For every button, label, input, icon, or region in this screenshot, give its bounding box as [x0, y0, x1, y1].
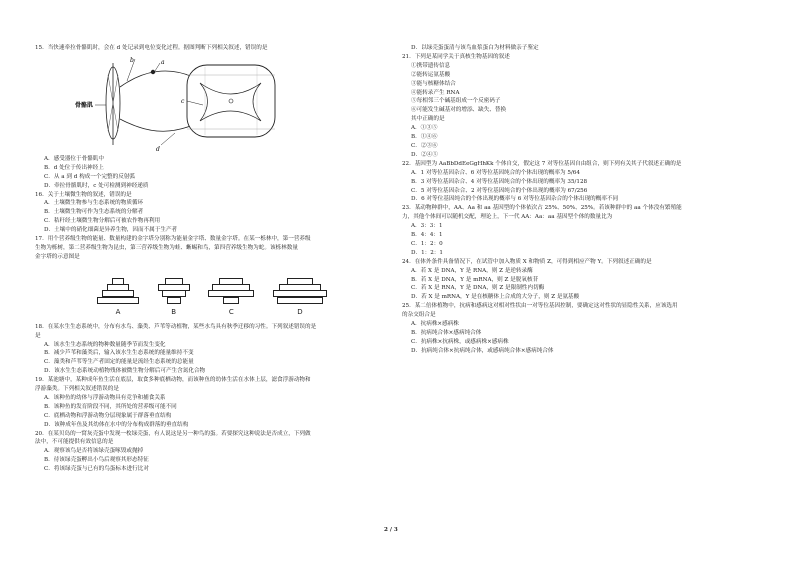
- option: A．感受器位于骨骼肌中: [44, 155, 104, 162]
- option: C．②③⑥: [411, 142, 438, 149]
- label-c: c: [181, 97, 185, 105]
- question-25: [402, 302, 767, 355]
- option: D．②④⑤: [411, 151, 438, 158]
- question-prompt: 其中正确的是: [411, 116, 445, 123]
- pyramid-a: [97, 268, 139, 317]
- option: B．d 处位于传出神经上: [44, 164, 104, 171]
- question-stem: 18．在某水生生态系统中，分布有水鸟、藻类、芦苇等动植物，某些水鸟具有秋季迁移的习性。下列叙述错误的是: [35, 323, 317, 330]
- muscle-label: 骨骼肌: [75, 101, 94, 109]
- question-18: [35, 323, 390, 376]
- option: B．若 X 是 DNA，Y 是 mRNA，则 Z 是脱氧核苷: [411, 276, 539, 283]
- pyramid-c: [208, 268, 254, 317]
- option: B．①④⑥: [411, 134, 438, 141]
- option: D．土壤中的硝化细菌是异养生物，因而不属于生产者: [44, 227, 178, 234]
- statement-item: ⑤每相邻三个碱基组成一个反密码子: [411, 98, 501, 105]
- reflex-arc-figure: [35, 55, 390, 153]
- question-stem: 力，其他个体间可以随机交配，理论上，下一代 AA：Aa：aa 基因型个体的数量比为: [402, 214, 613, 221]
- pyramid-label: B: [171, 307, 177, 316]
- statement-item: ④能转录产生 RNA: [411, 89, 460, 96]
- statement-item: ③能与核糖体结合: [411, 80, 456, 87]
- label-d: d: [156, 145, 160, 153]
- question-20: [35, 430, 390, 475]
- option: C．若 X 是 RNA，Y 是 DNA，则 Z 是限制性内切酶: [411, 285, 545, 292]
- spinal-cord-diagram: [75, 55, 305, 153]
- option: B．减少芦苇和藻类后，输入该水生生态系统的能量维持不变: [44, 350, 194, 357]
- pyramid-figures: [97, 268, 327, 317]
- pyramid-d: [273, 268, 327, 317]
- label-b: b: [130, 56, 134, 64]
- question-stem: 15．当快速牵拉骨骼肌时，会在 d 处记录到电位变化过程。据图判断下列相关叙述，错误的是: [35, 45, 268, 51]
- statement-item: ⑥可能发生碱基对的增添、缺失、替换: [411, 107, 507, 114]
- page-number: 2 / 3: [384, 527, 398, 533]
- option: B．4：4：1: [411, 232, 443, 239]
- pyramid-label: A: [115, 307, 121, 316]
- pyramid-b: [158, 268, 190, 317]
- option: D．若 X 是 mRNA，Y 是在核糖体上合成的大分子，则 Z 是氨基酸: [411, 294, 580, 301]
- option: D．该种成年鱼及其幼体在水中的分布构成群落的垂直结构: [44, 421, 189, 428]
- option: A．该种鱼的幼体与浮游动物具有竞争和捕食关系: [44, 394, 166, 401]
- question-stem: 20．在某贝岛的一窝灰壳蛋中发现一枚绿壳蛋，有人说这是另一种鸟的蛋。若要探究这种说法是否成立，下列做: [35, 430, 311, 437]
- question-stem: 19．某池塘中，某种成年鱼生活在底层，取食多种底栖动物，而该种鱼的幼体生活在水体上层，滤食浮游动物和: [35, 377, 311, 384]
- option: A．该水生生态系统的物种数量随季节而发生变化: [44, 341, 166, 348]
- option: C．从 a 到 d 构成一个完整的反射弧: [44, 173, 136, 180]
- question-stem: 22．基因型为 AaBbDdEeGgHhKk 个体自交，假定这 7 对等位基因自由组合，则下列有关其子代叙述正确的是: [402, 160, 682, 167]
- question-stem: 法中，不可能提供有效信息的是: [35, 439, 114, 446]
- option: A．①③⑤: [411, 125, 438, 132]
- option: D．抗病纯合体×抗病纯合体，或感病纯合体×感病纯合体: [411, 347, 554, 354]
- right-column: [402, 44, 767, 356]
- option: C．5 对等位基因杂合、2 对等位基因纯合的个体出现的概率为 67/256: [411, 187, 588, 194]
- option: C．底栖动物和浮游动物分层现象属于群落垂直结构: [44, 412, 172, 419]
- left-column: [35, 44, 390, 474]
- option: A．若 X 是 DNA，Y 是 RNA，则 Z 是逆转录酶: [411, 267, 533, 274]
- question-19: [35, 376, 390, 429]
- question-stem: 金字塔的示意图是: [35, 253, 80, 260]
- question-23: [402, 204, 767, 257]
- question-stem: 的杂交组合是: [402, 312, 436, 319]
- question-stem: 17．用个营养级生物的能量、数量构建的金字塔分别称为能量金字塔、数量金字塔。在某一栎林中，第一营养级: [35, 236, 311, 243]
- option: C．将该绿壳蛋与已有的鸟蛋标本进行比对: [44, 466, 149, 473]
- option: B．土壤微生物可作为生态系统的分解者: [44, 209, 144, 216]
- pyramid-label: D: [297, 307, 303, 316]
- option: D．6 对等位基因纯合的个体出现的概率与 6 对等位基因杂合的个体出现的概率不同: [411, 196, 619, 203]
- question-stem: 是: [35, 332, 41, 339]
- option: C．1：2：0: [411, 240, 443, 247]
- question-20-continued: [402, 44, 767, 53]
- question-21: [402, 53, 767, 160]
- question-16: [35, 191, 390, 236]
- option: D．1：2：1: [411, 249, 443, 256]
- question-stem: 25．某二倍体植物中，抗病和感病这对相对性状由一对等位基因控制，要确定这对性状的显隐性关系，应该选用: [402, 303, 678, 310]
- ganglion-dot: [151, 70, 155, 74]
- option: B．该种鱼的发育阶段不同，其所处的营养级可能不同: [44, 403, 177, 410]
- option: D．以绿壳蛋蛋清与该鸟血浆蛋白为材料做亲子鉴定: [411, 45, 539, 51]
- question-15: [35, 44, 390, 191]
- question-stem: 23．某动物种群中，AA、Aa 和 aa 基因型的个体依次占 25%、50%、25%。若该种群中的 aa 个体没有繁殖能: [402, 205, 682, 212]
- option: D．牵拉骨骼肌时，c 处可检测到神经递质: [44, 182, 149, 189]
- question-stem: 24．在体外条件具备情况下，在试管中加入物质 X 和物质 Z，可得到相应产物 Y。下列叙述正确的是: [402, 258, 652, 265]
- pyramid-label: C: [228, 307, 234, 316]
- statement-item: ①携带遗传信息: [411, 62, 451, 69]
- option: D．该水生生态系统动植物残体被微生物分解后可产生含氮化合物: [44, 368, 206, 375]
- question-stem: 生物为栎树，第二营养级生物为昆虫，第三营养级生物为蛙、蜥蜴和鸟，第四营养级生物为蛇。该栎林数量: [35, 244, 298, 251]
- question-17: [35, 235, 390, 317]
- option: A．观察该鸟是否将该绿壳蛋啄毁或抛掉: [44, 448, 144, 455]
- question-22: [402, 160, 767, 205]
- option: A．抗病株×感病株: [411, 321, 459, 328]
- option: B．待该绿壳蛋孵出小鸟后观察其形态特征: [44, 457, 149, 464]
- option: C．秸秆经土壤微生物分解后可被农作物再利用: [44, 218, 161, 225]
- option: A．土壤微生物参与生态系统的物质循环: [44, 200, 144, 207]
- question-24: [402, 258, 767, 303]
- statement-item: ②能转运氨基酸: [411, 71, 451, 78]
- option: C．抗病株×抗病株，或感病株×感病株: [411, 338, 509, 345]
- question-stem: 21．下列是某同学关于真核生物基因的叙述: [402, 53, 510, 60]
- question-stem: 16．关于土壤微生物的叙述，错误的是: [35, 191, 132, 198]
- option: A．3：3：1: [411, 223, 443, 230]
- question-stem: 浮游藻类。下列相关叙述错误的是: [35, 386, 119, 393]
- label-a: a: [161, 58, 165, 66]
- option: A．1 对等位基因杂合、6 对等位基因纯合的个体出现的概率为 5/64: [411, 169, 580, 176]
- option: C．藻类和芦苇等生产者固定的能量是流经生态系统的总能量: [44, 359, 194, 366]
- option: B．抗病纯合体×感病纯合体: [411, 330, 482, 336]
- option: B．3 对等位基因杂合、4 对等位基因纯合的个体出现的概率为 35/128: [411, 178, 588, 185]
